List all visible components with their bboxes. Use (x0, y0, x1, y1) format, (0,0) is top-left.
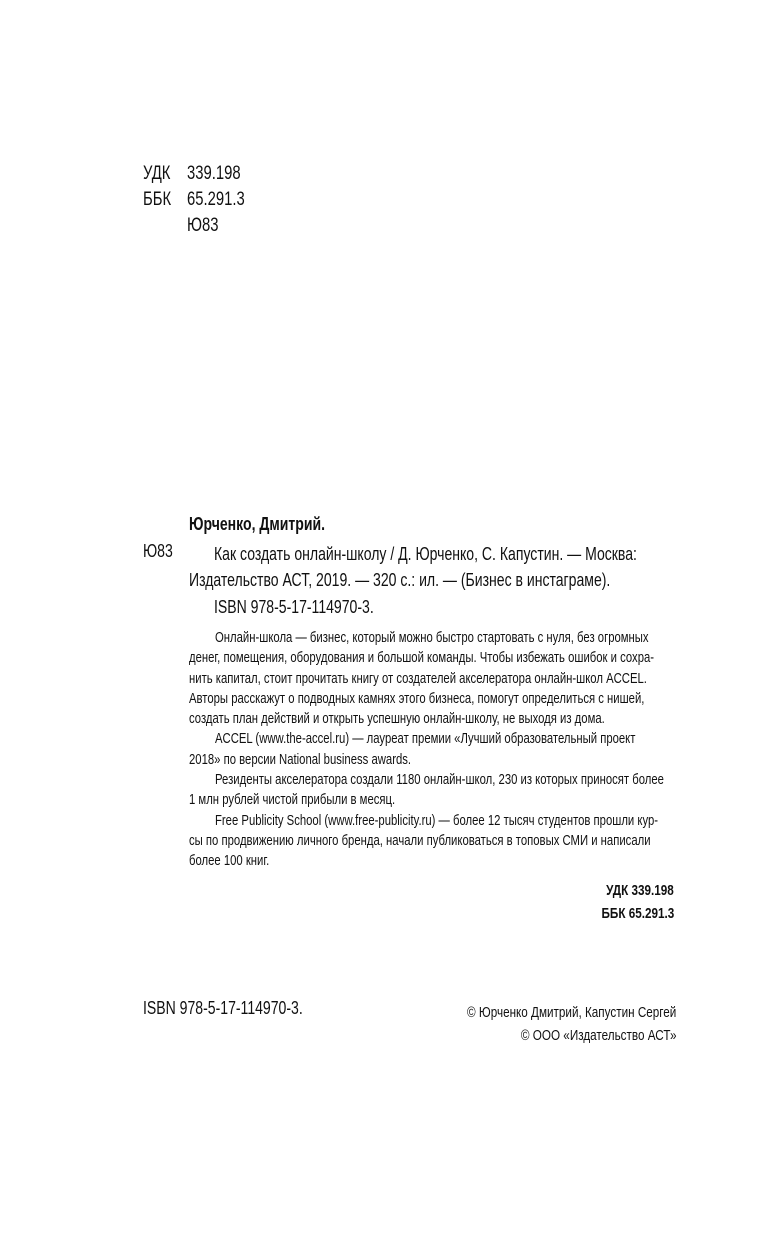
abstract-line (189, 648, 677, 668)
title-line-2 (189, 567, 756, 593)
abstract (189, 628, 677, 872)
abstract-line-text: 1 млн рублей чистой прибыли в месяц. (189, 792, 396, 809)
abstract-line (189, 851, 677, 871)
abstract-line-text: сы по продвижению личного бренда, начали публиковаться в топовых СМИ и написали (189, 832, 651, 849)
bibliographic-description (189, 541, 756, 593)
isbn-bottom (143, 998, 348, 1019)
bbk-label: ББК (143, 189, 172, 210)
copyright-authors-text: © Юрченко Дмитрий, Капустин Сергей (466, 1004, 676, 1021)
abstract-line-text: Онлайн-школа — бизнес, который можно быстро стартовать с нуля, без огромных (215, 630, 649, 646)
author-mark-record (143, 541, 181, 562)
abstract-line-text: создать план действий и открыть успешную онлайн-школу, не выходя из дома. (189, 711, 605, 728)
abstract-line-text: ACCEL (www.the-accel.ru) — лауреат премии «Лучший образовательный проект (215, 731, 636, 748)
abstract-line-text: Резиденты акселератора создали 1180 онлайн-школ, 230 из которых приносят более (215, 772, 664, 789)
abstract-line (189, 770, 677, 790)
author-heading-text: Юрченко, Дмитрий. (189, 514, 326, 534)
title-line-1 (189, 541, 756, 567)
isbn-bottom-text: ISBN 978-5-17-114970-3. (143, 998, 303, 1018)
author-mark-top: Ю83 (187, 215, 219, 236)
copyright-authors (408, 1001, 676, 1024)
abstract-line (189, 628, 677, 648)
abstract-line (189, 669, 677, 689)
udk-bottom-text: УДК 339.198 (606, 882, 674, 899)
abstract-line (189, 790, 677, 810)
abstract-line-text: нить капитал, стоит прочитать книгу от создателей акселератора онлайн-школ ACCEL. (189, 670, 647, 687)
abstract-line-text: денег, помещения, оборудования и большой команды. Чтобы избежать ошибок и сохра- (189, 650, 655, 667)
isbn-record-text: ISBN 978-5-17-114970-3. (214, 597, 374, 617)
title-line-1-text: Как создать онлайн-школу / Д. Юрченко, С. Капустин. — Москва: (214, 544, 637, 564)
author-mark-record-text: Ю83 (143, 541, 173, 561)
udk-label: УДК (143, 163, 171, 184)
title-line-2-text: Издательство АСТ, 2019. — 320 с.: ил. — (Бизнес в инстаграме). (189, 570, 611, 590)
author-heading (189, 514, 363, 535)
abstract-line-text: 2018» по версии National business awards. (189, 751, 412, 768)
bbk-bottom-text: ББК 65.291.3 (601, 905, 674, 922)
isbn-record (214, 597, 419, 618)
abstract-line (189, 709, 677, 729)
copyright-publisher (408, 1024, 676, 1047)
udk-value: 339.198 (187, 163, 241, 184)
abstract-line (189, 750, 677, 770)
copyright-block (408, 1001, 676, 1047)
abstract-line (189, 811, 677, 831)
copyright-publisher-text: © ООО «Издательство АСТ» (520, 1027, 676, 1044)
abstract-line-text: более 100 книг. (189, 853, 270, 870)
bbk-bottom (581, 902, 674, 925)
abstract-line-text: Авторы расскажут о подводных камнях этого бизнеса, помогут определиться с нишей, (189, 690, 645, 707)
abstract-line-text: Free Publicity School (www.free-publicity.ru) — более 12 тысяч студентов прошли кур- (215, 812, 659, 829)
abstract-line (189, 689, 677, 709)
bbk-value: 65.291.3 (187, 189, 245, 210)
classification-bottom (581, 879, 674, 925)
abstract-line (189, 831, 677, 851)
abstract-line (189, 729, 677, 749)
udk-bottom (581, 879, 674, 902)
